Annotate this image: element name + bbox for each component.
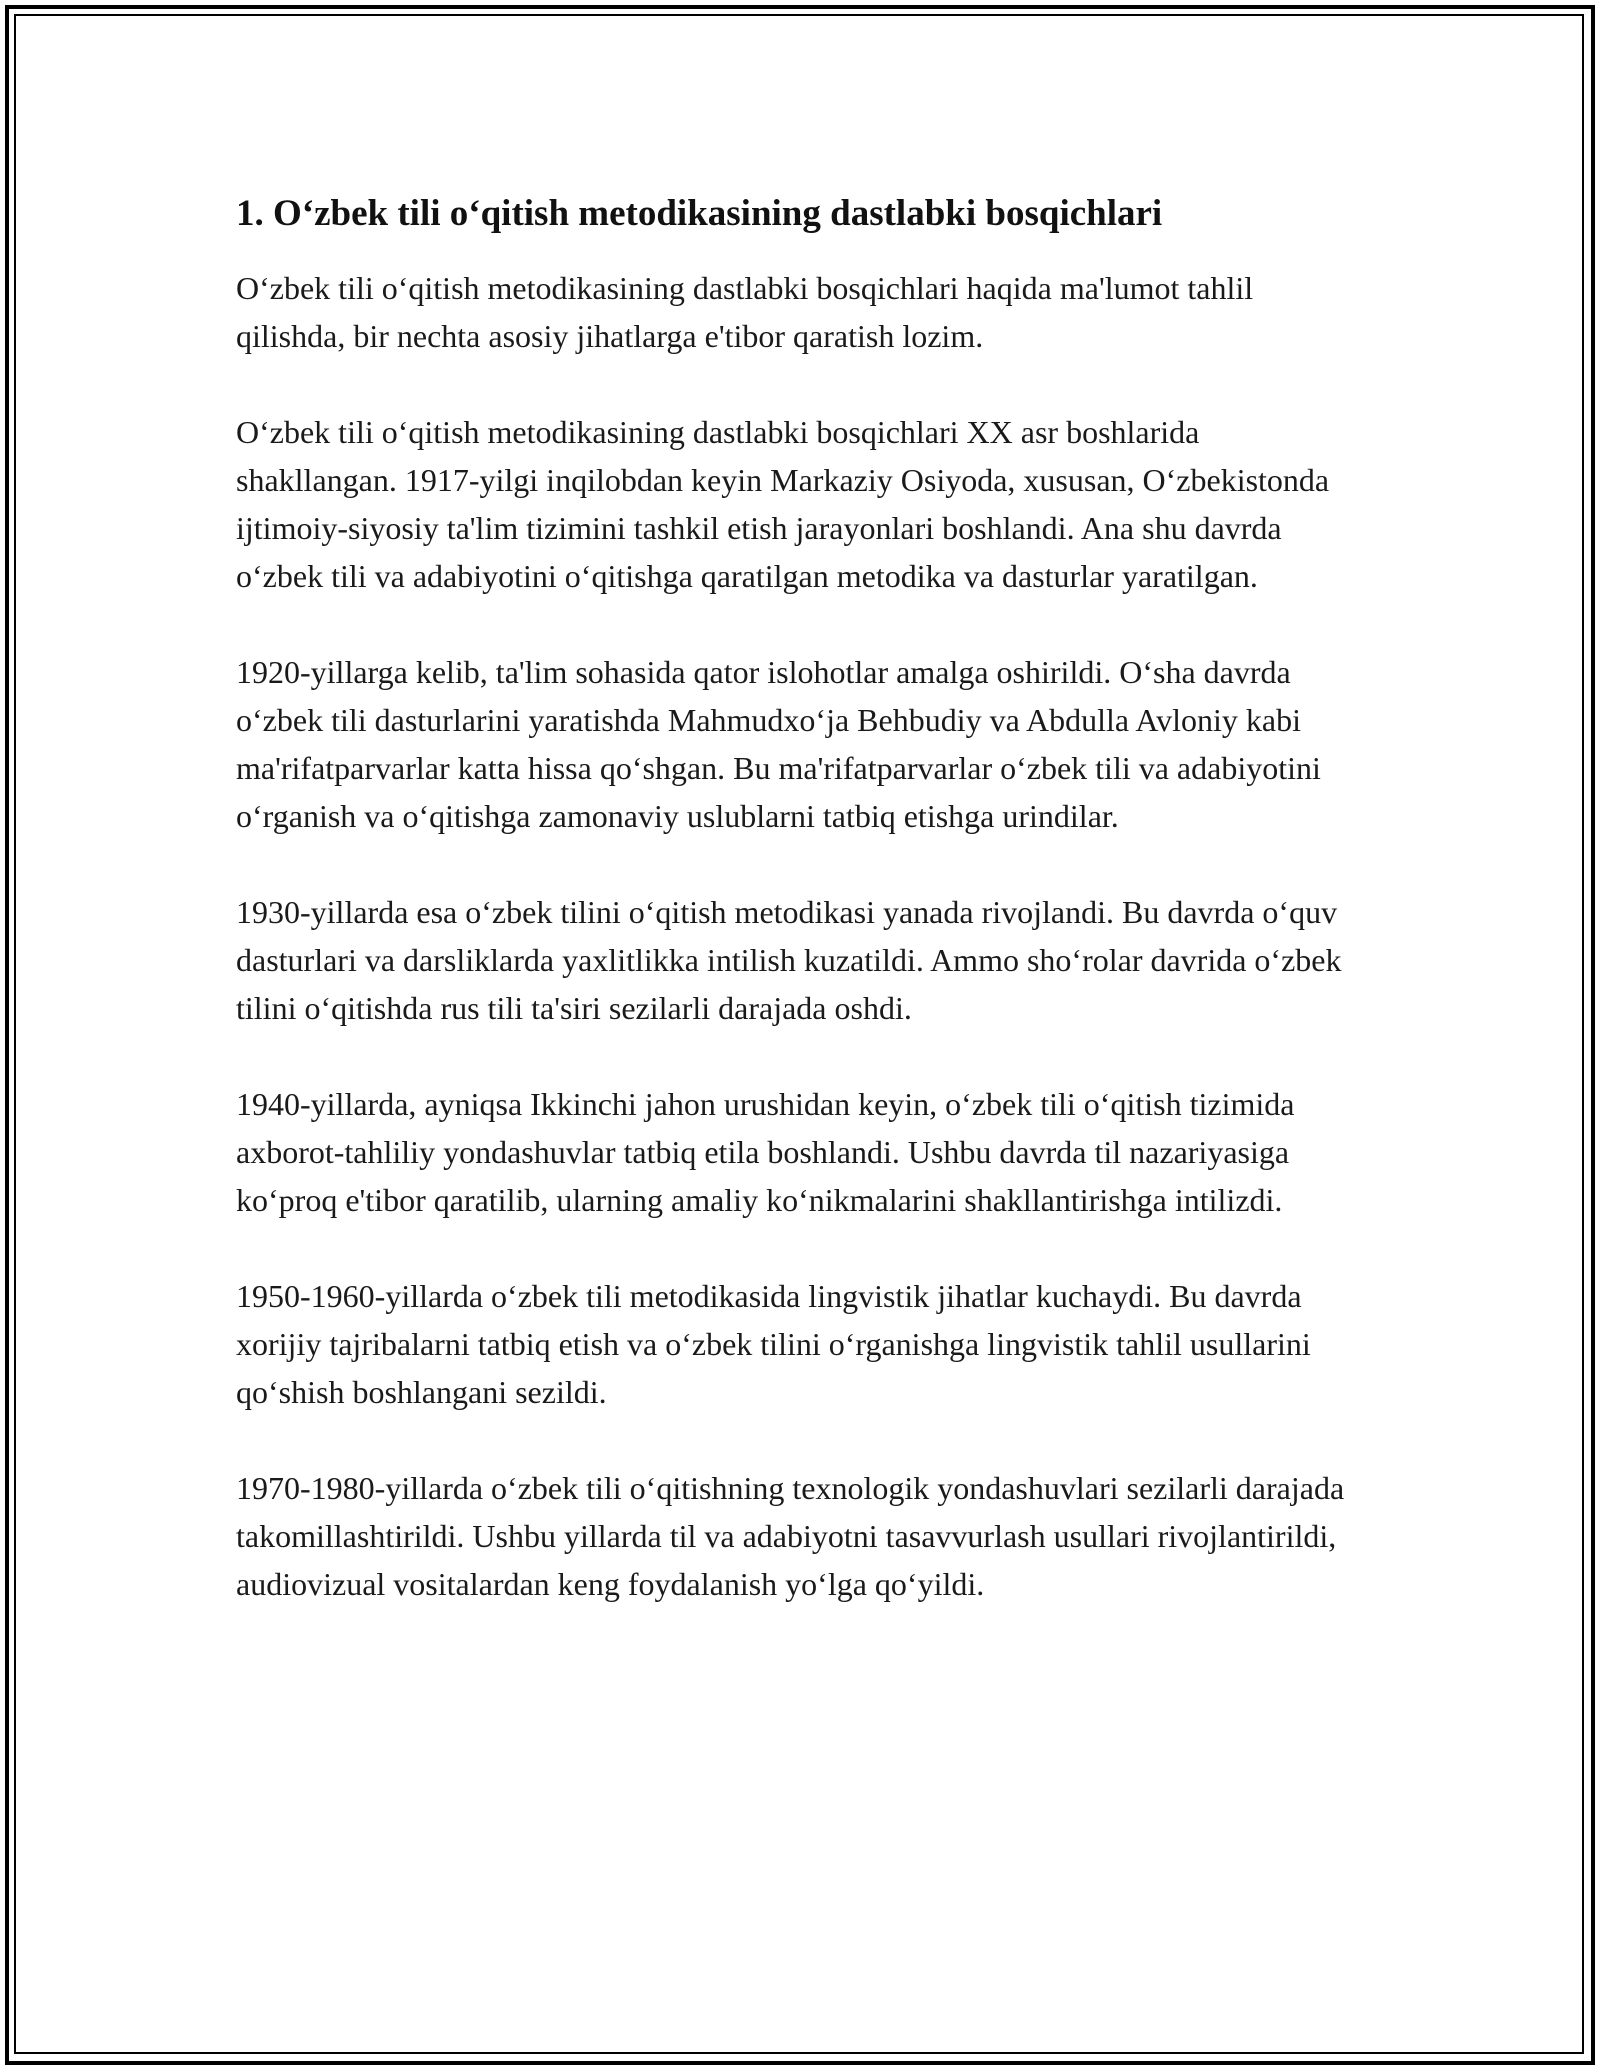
paragraph-1: O‘zbek tili o‘qitish metodikasining dastlabki bosqichlari haqida ma'lumot tahlil qilishda, bir nechta asosiy jihatlarga e'tibor qaratish lozim. <box>236 270 1254 354</box>
document-body <box>236 186 1356 1656</box>
paragraph-2: O‘zbek tili o‘qitish metodikasining dastlabki bosqichlari XX asr boshlarida shakllangan. 1917-yilgi inqilobdan keyin Markaziy Osiyoda, xususan, O‘zbekistonda ijtimoiy-siyosiy ta'lim tizimini tashkil etish jarayonlari boshlandi. Ana shu davrda o‘zbek tili va adabiyotini o‘qitishga qaratilgan metodika va dasturlar yaratilgan. <box>236 414 1330 594</box>
paragraph-5: 1940-yillarda, ayniqsa Ikkinchi jahon urushidan keyin, o‘zbek tili o‘qitish tizimida axborot-tahliliy yondashuvlar tatbiq etila boshlandi. Ushbu davrda til nazariyasiga ko‘proq e'tibor qaratilib, ularning amaliy ko‘nikmalarini shakllantirishga intilizdi. <box>236 1086 1295 1218</box>
paragraph-3: 1920-yillarga kelib, ta'lim sohasida qator islohotlar amalga oshirildi. O‘sha davrda o‘zbek tili dasturlarini yaratishda Mahmudxo‘ja Behbudiy va Abdulla Avloniy kabi ma'rifatparvarlar katta hissa qo‘shgan. Bu ma'rifatparvarlar o‘zbek tili va adabiyotini o‘rganish va o‘qitishga zamonaviy uslublarni tatbiq etishga urindilar. <box>236 654 1321 834</box>
paragraph-7: 1970-1980-yillarda o‘zbek tili o‘qitishning texnologik yondashuvlari sezilarli darajada takomillashtirildi. Ushbu yillarda til va adabiyotni tasavvurlash usullari rivojlantirildi, audiovizual vositalardan keng foydalanish yo‘lga qo‘yildi. <box>236 1470 1345 1602</box>
paragraph-4: 1930-yillarda esa o‘zbek tilini o‘qitish metodikasi yanada rivojlandi. Bu davrda o‘quv dasturlari va darsliklarda yaxlitlikka intilish kuzatildi. Ammo sho‘rolar davrida o‘zbek tilini o‘qitishda rus tili ta'siri sezilarli darajada oshdi. <box>236 894 1342 1026</box>
paragraph-6: 1950-1960-yillarda o‘zbek tili metodikasida lingvistik jihatlar kuchaydi. Bu davrda xorijiy tajribalarni tatbiq etish va o‘zbek tilini o‘rganishga lingvistik tahlil usullarini qo‘shish boshlangani sezildi. <box>236 1278 1311 1410</box>
document-title: 1. O‘zbek tili o‘qitish metodikasining dastlabki bosqichlari <box>236 193 1163 234</box>
